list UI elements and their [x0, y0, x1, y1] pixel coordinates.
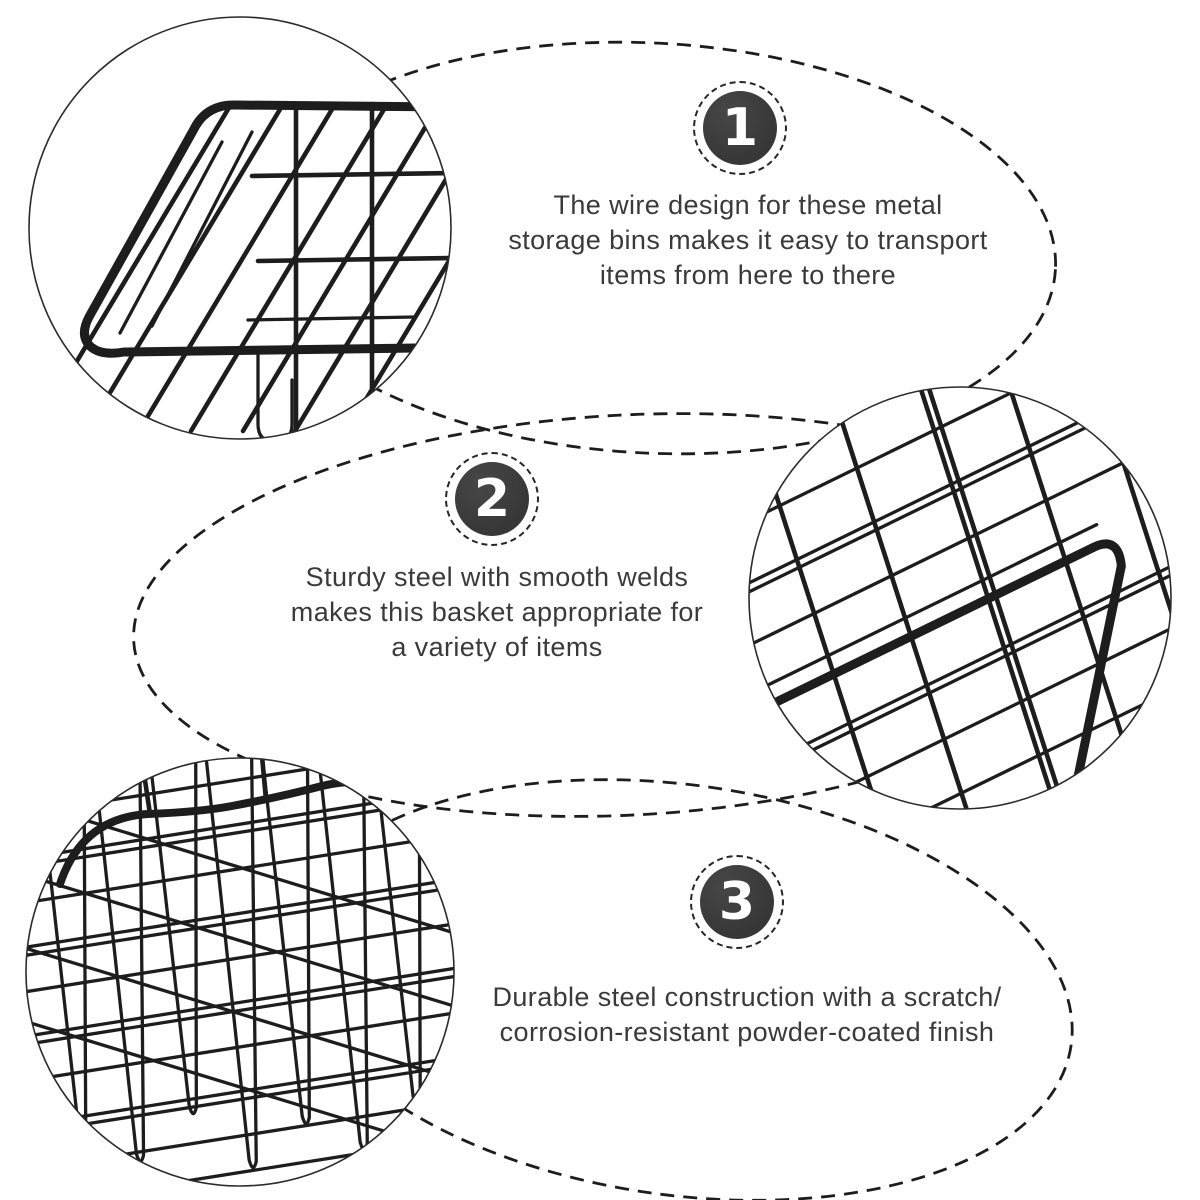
feature-2-line-2: makes this basket appropriate for — [290, 597, 704, 627]
feature-3-line-1: Durable steel construction with a scratch/ — [492, 982, 1002, 1012]
feature-2-line-1: Sturdy steel with smooth welds — [305, 562, 689, 592]
feature-2-number: 2 — [473, 469, 511, 529]
feature-3-number-badge — [690, 855, 784, 949]
feature-2-number-badge — [445, 452, 539, 546]
feature-1-line-2: storage bins makes it easy to transport — [508, 225, 988, 255]
feature-1-line-1: The wire design for these metal — [553, 190, 943, 220]
feature-1-line-3: items from here to there — [599, 260, 897, 290]
feature-1-badge-circle — [703, 91, 777, 165]
feature-3-badge-circle — [700, 865, 774, 939]
feature-1-number: 1 — [721, 98, 759, 158]
feature-2-line-3: a variety of items — [391, 632, 603, 662]
feature-3-description — [427, 980, 1067, 1050]
feature-3-line-2: corrosion-resistant powder-coated finish — [499, 1017, 995, 1047]
feature-1-number-badge — [693, 81, 787, 175]
feature-3-number: 3 — [718, 872, 756, 932]
feature-2-description — [177, 560, 817, 665]
feature-1-description — [428, 188, 1068, 293]
feature-2-badge-circle — [455, 462, 529, 536]
